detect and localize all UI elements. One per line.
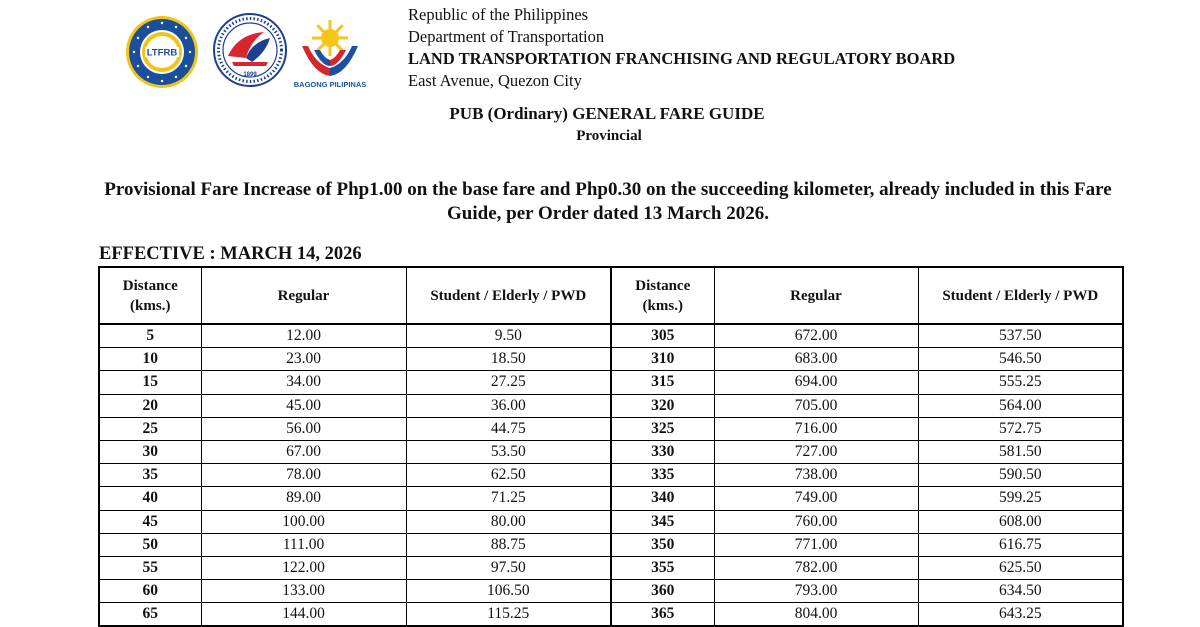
distance-cell: 20 [99, 394, 201, 417]
distance-cell: 65 [99, 603, 201, 627]
distance-cell: 50 [99, 533, 201, 556]
regular-fare-cell: 12.00 [201, 324, 406, 348]
regular-fare-cell: 111.00 [201, 533, 406, 556]
agency-header [408, 4, 955, 92]
discounted-fare-cell: 599.25 [918, 487, 1123, 510]
distance-cell: 5 [99, 324, 201, 348]
distance-cell: 315 [611, 371, 714, 394]
distance-cell: 305 [611, 324, 714, 348]
regular-fare-cell: 133.00 [201, 580, 406, 603]
regular-fare-cell: 793.00 [714, 580, 918, 603]
bagong-pilipinas-logo [284, 16, 376, 92]
distance-header [99, 267, 201, 324]
discounted-fare-cell: 616.75 [918, 533, 1123, 556]
regular-fare-cell: 771.00 [714, 533, 918, 556]
regular-fare-cell: 727.00 [714, 440, 918, 463]
regular-fare-cell: 705.00 [714, 394, 918, 417]
fare-table-body [99, 324, 1123, 626]
discounted-fare-cell: 44.75 [406, 417, 611, 440]
distance-header-unit: (kms.) [130, 297, 171, 314]
discounted-fare-cell: 590.50 [918, 464, 1123, 487]
effective-date: EFFECTIVE : MARCH 14, 2026 [99, 244, 362, 264]
table-row [99, 464, 1123, 487]
board-name: LAND TRANSPORTATION FRANCHISING AND REGULATORY BOARD [408, 49, 956, 68]
distance-cell: 340 [611, 487, 714, 510]
discounted-fare-cell: 80.00 [406, 510, 611, 533]
discounted-header: Student / Elderly / PWD [406, 267, 611, 324]
dotr-year-text: 1899 [243, 72, 257, 78]
fare-guide-title: PUB (Ordinary) GENERAL FARE GUIDE [449, 104, 765, 123]
regular-fare-cell: 78.00 [201, 464, 406, 487]
distance-cell: 40 [99, 487, 201, 510]
distance-header-label: Distance [122, 277, 178, 294]
discounted-fare-cell: 27.25 [406, 371, 611, 394]
fare-table [98, 266, 1124, 627]
distance-cell: 360 [611, 580, 714, 603]
distance-cell: 355 [611, 556, 714, 579]
discounted-fare-cell: 625.50 [918, 556, 1123, 579]
distance-cell: 320 [611, 394, 714, 417]
distance-header-unit-2: (kms.) [642, 297, 683, 314]
regular-fare-cell: 34.00 [201, 371, 406, 394]
table-row [99, 603, 1123, 627]
regular-fare-cell: 694.00 [714, 371, 918, 394]
discounted-header-2: Student / Elderly / PWD [918, 267, 1123, 324]
discounted-fare-cell: 634.50 [918, 580, 1123, 603]
address-line: East Avenue, Quezon City [408, 71, 582, 90]
regular-fare-cell: 782.00 [714, 556, 918, 579]
discounted-fare-cell: 9.50 [406, 324, 611, 348]
dotr-seal-logo [212, 12, 288, 88]
table-row [99, 556, 1123, 579]
distance-cell: 35 [99, 464, 201, 487]
distance-cell: 60 [99, 580, 201, 603]
table-row [99, 510, 1123, 533]
discounted-fare-cell: 537.50 [918, 324, 1123, 348]
fare-table-header [99, 267, 1123, 324]
ltfrb-seal-logo [124, 14, 200, 90]
discounted-fare-cell: 106.50 [406, 580, 611, 603]
discounted-fare-cell: 71.25 [406, 487, 611, 510]
department-line: Department of Transportation [408, 27, 605, 46]
table-row [99, 580, 1123, 603]
regular-fare-cell: 749.00 [714, 487, 918, 510]
ltfrb-logo-text: LTFRB [146, 47, 178, 59]
discounted-fare-cell: 53.50 [406, 440, 611, 463]
regular-fare-cell: 23.00 [201, 348, 406, 371]
regular-fare-cell: 100.00 [201, 510, 406, 533]
fare-guide-subtitle: Provincial [576, 128, 642, 144]
discounted-fare-cell: 97.50 [406, 556, 611, 579]
fare-increase-notice: Provisional Fare Increase of Php1.00 on the base fare and Php0.30 on the succeeding kilometer, already included in this Fare Guide, per Order dated 13 March 2026. [104, 179, 1112, 224]
discounted-fare-cell: 546.50 [918, 348, 1123, 371]
discounted-fare-cell: 62.50 [406, 464, 611, 487]
table-row [99, 440, 1123, 463]
table-row [99, 371, 1123, 394]
regular-fare-cell: 738.00 [714, 464, 918, 487]
bagong-pilipinas-text: BAGONG PILIPINAS [293, 80, 367, 89]
discounted-fare-cell: 115.25 [406, 603, 611, 627]
table-row [99, 394, 1123, 417]
distance-cell: 335 [611, 464, 714, 487]
distance-cell: 345 [611, 510, 714, 533]
discounted-fare-cell: 18.50 [406, 348, 611, 371]
distance-cell: 330 [611, 440, 714, 463]
distance-cell: 325 [611, 417, 714, 440]
regular-fare-cell: 122.00 [201, 556, 406, 579]
logos [124, 12, 376, 92]
discounted-fare-cell: 564.00 [918, 394, 1123, 417]
republic-line: Republic of the Philippines [408, 5, 589, 24]
distance-cell: 55 [99, 556, 201, 579]
distance-cell: 10 [99, 348, 201, 371]
table-row [99, 417, 1123, 440]
distance-header-label-2: Distance [635, 277, 691, 294]
regular-fare-cell: 56.00 [201, 417, 406, 440]
discounted-fare-cell: 36.00 [406, 394, 611, 417]
regular-fare-cell: 683.00 [714, 348, 918, 371]
distance-cell: 45 [99, 510, 201, 533]
regular-header-2: Regular [714, 267, 918, 324]
distance-cell: 310 [611, 348, 714, 371]
regular-fare-cell: 672.00 [714, 324, 918, 348]
discounted-fare-cell: 608.00 [918, 510, 1123, 533]
regular-fare-cell: 89.00 [201, 487, 406, 510]
regular-fare-cell: 760.00 [714, 510, 918, 533]
discounted-fare-cell: 88.75 [406, 533, 611, 556]
table-row [99, 487, 1123, 510]
regular-fare-cell: 716.00 [714, 417, 918, 440]
discounted-fare-cell: 643.25 [918, 603, 1123, 627]
distance-header-2 [611, 267, 714, 324]
table-row [99, 324, 1123, 348]
discounted-fare-cell: 555.25 [918, 371, 1123, 394]
regular-fare-cell: 67.00 [201, 440, 406, 463]
distance-cell: 15 [99, 371, 201, 394]
table-row [99, 533, 1123, 556]
distance-cell: 25 [99, 417, 201, 440]
table-row [99, 348, 1123, 371]
distance-cell: 350 [611, 533, 714, 556]
distance-cell: 365 [611, 603, 714, 627]
distance-cell: 30 [99, 440, 201, 463]
regular-fare-cell: 144.00 [201, 603, 406, 627]
discounted-fare-cell: 581.50 [918, 440, 1123, 463]
regular-header: Regular [201, 267, 406, 324]
regular-fare-cell: 804.00 [714, 603, 918, 627]
discounted-fare-cell: 572.75 [918, 417, 1123, 440]
regular-fare-cell: 45.00 [201, 394, 406, 417]
